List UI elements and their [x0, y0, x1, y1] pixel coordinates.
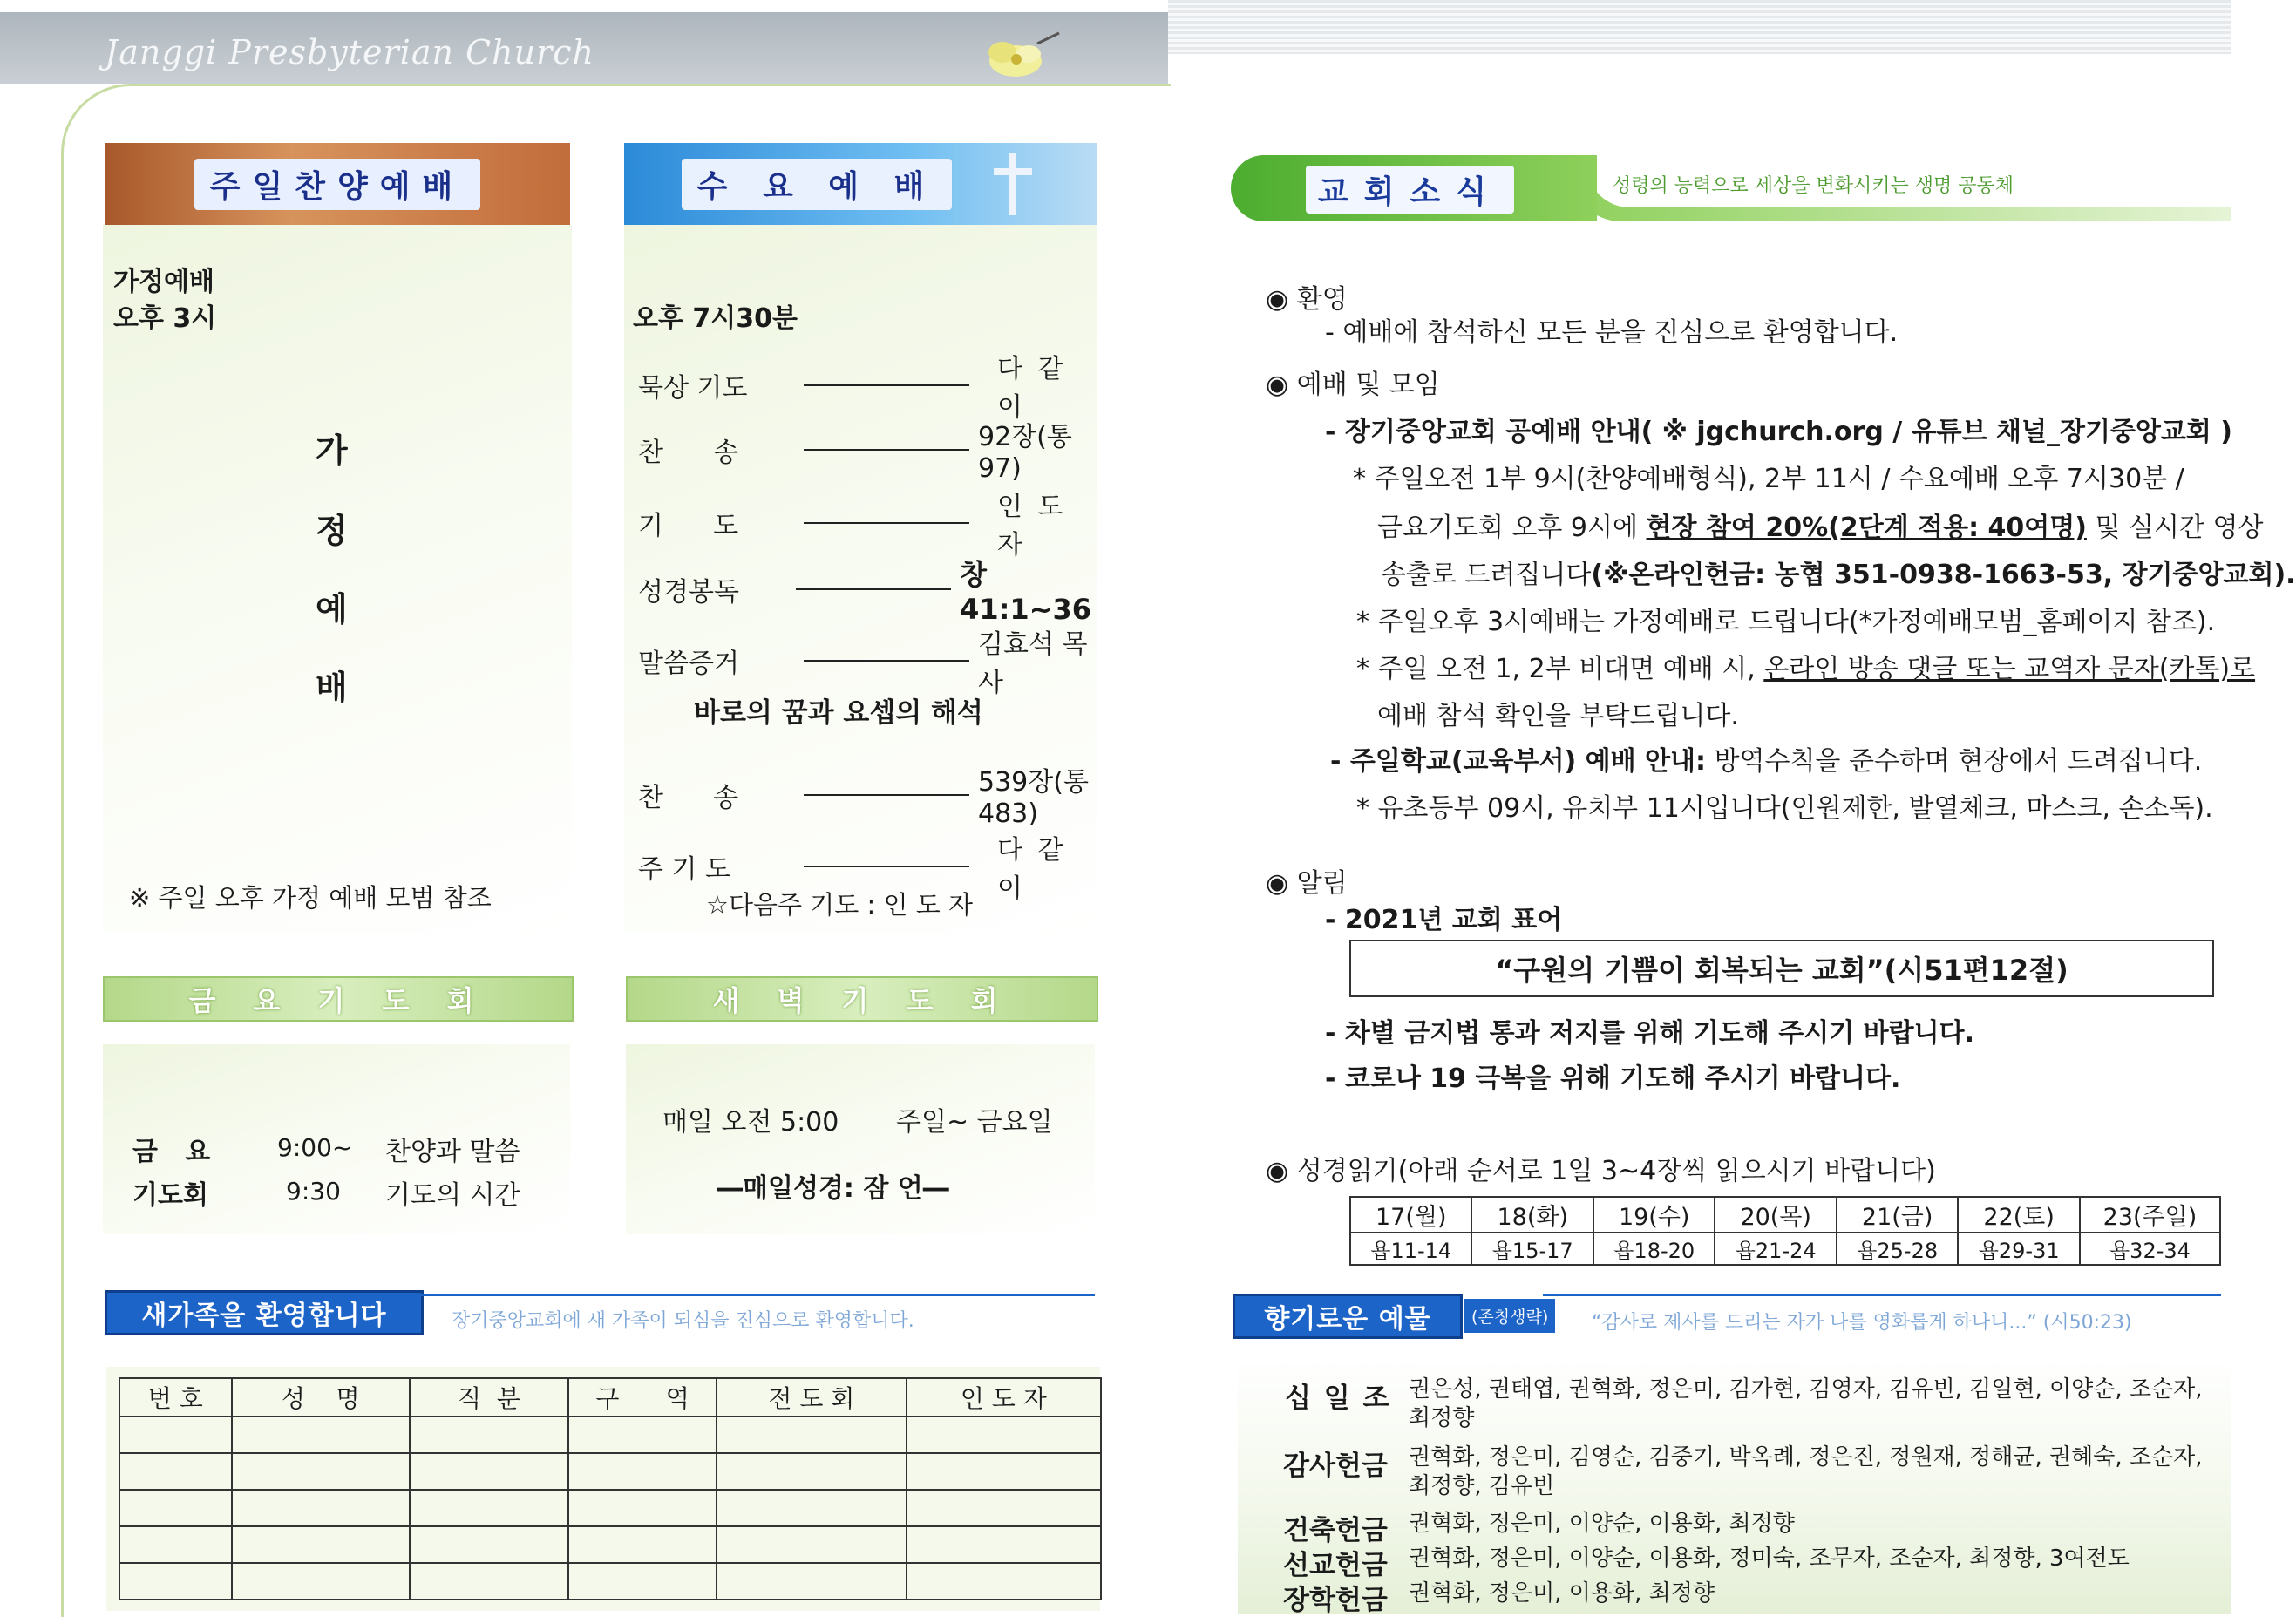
friday-desc-1: 찬양과 말씀	[385, 1137, 520, 1167]
order-label: 찬 송	[638, 437, 739, 468]
reading-passage: 욥15-17	[1471, 1233, 1593, 1265]
order-value: 인 도 자	[997, 492, 1067, 561]
prayer-request-2: - 코로나 19 극복을 위해 기도해 주시기 바랍니다.	[1325, 1063, 1901, 1094]
order-label: 말씀증거	[638, 649, 739, 679]
dawn-days: 주일~ 금요일	[896, 1107, 1053, 1138]
offering-label: 감사헌금	[1283, 1451, 1388, 1482]
order-label: 성경봉독	[638, 577, 739, 608]
new-family-table	[119, 1377, 1102, 1600]
order-label: 묵상 기도	[638, 373, 748, 404]
church-news-subtitle: 성령의 능력으로 세상을 변화시키는 생명 공동체	[1613, 175, 2014, 197]
offering-label: 십 일 조	[1285, 1383, 1391, 1414]
sunday-worship-banner	[105, 143, 570, 225]
flower-icon	[968, 26, 1063, 87]
meeting-line-2c: 및 실시간 영상	[2086, 513, 2264, 543]
daily-bible: ―매일성경: 잠 언―	[717, 1173, 949, 1204]
order-row	[638, 622, 1091, 699]
offering-label: 건축헌금	[1283, 1515, 1388, 1546]
offering-names-line: 권은성, 권태엽, 권혁화, 정은미, 김가현, 김영자, 김유빈, 김일현, 이양순, 조순자,	[1409, 1376, 2203, 1403]
friday-prayer-banner: 금 요 기 도 회	[103, 976, 574, 1022]
reading-heading: ◉ 성경읽기(아래 순서로 1일 3~4장씩 읽으시기 바랍니다)	[1266, 1156, 1936, 1186]
offering-names	[1409, 1376, 2228, 1433]
reading-passage: 욥18-20	[1593, 1233, 1715, 1265]
sunday-title-2: 오후 3시	[113, 303, 217, 334]
header-band-right	[1168, 0, 2231, 54]
reading-day: 22(토)	[1958, 1197, 2079, 1233]
wednesday-worship-banner	[624, 143, 1097, 225]
dawn-schedule: 매일 오전 5:00	[662, 1107, 839, 1138]
order-value: 다 같 이	[997, 835, 1067, 904]
order-label: 기 도	[638, 511, 739, 541]
welcome-heading: ◉ 환영	[1266, 284, 1348, 315]
offering-names: 권혁화, 정은미, 이용화, 최정향	[1409, 1580, 1715, 1607]
meeting-main: - 장기중앙교회 공예배 안내( ※ jgchurch.org / 유튜브 채널_장기중앙교회 )	[1325, 417, 2233, 447]
school-line-a: - 주일학교(교육부서) 예배 안내:	[1330, 746, 1706, 777]
reading-passage: 욥21-24	[1715, 1233, 1836, 1265]
friday-time-1: 9:00~	[277, 1133, 353, 1162]
dawn-card	[626, 1044, 1095, 1234]
reading-day: 20(목)	[1715, 1197, 1836, 1233]
order-row	[638, 760, 1091, 829]
meeting-line-2b: 현장 참여 20%(2단계 적용: 40여명)	[1646, 513, 2087, 543]
offering-names: 권혁화, 정은미, 이양순, 이용화, 최정향	[1409, 1511, 1795, 1537]
vertical-char: 예	[316, 590, 348, 628]
offering-label: 장학헌금	[1283, 1585, 1388, 1616]
blue-divider	[418, 1294, 1095, 1296]
table-header-row	[119, 1378, 1101, 1417]
friday-desc-2: 기도의 시간	[385, 1180, 520, 1211]
cross-icon	[987, 149, 1039, 219]
friday-name-2: 기도회	[132, 1180, 208, 1211]
reading-passage: 욥29-31	[1958, 1233, 2079, 1265]
offerings-title: 향기로운 예물	[1233, 1294, 1463, 1339]
meeting-line-2a: 금요기도회 오후 9시에	[1377, 513, 1647, 543]
reading-day: 17(월)	[1350, 1197, 1471, 1233]
offering-label: 선교헌금	[1283, 1550, 1388, 1581]
column-header: 구 역	[568, 1378, 717, 1417]
table-row	[119, 1453, 1101, 1490]
order-label: 찬 송	[638, 782, 739, 813]
vertical-char: 정	[316, 512, 348, 550]
order-value: 539장(통483)	[978, 767, 1089, 829]
meeting-heading: ◉ 예배 및 모임	[1266, 370, 1440, 400]
table-row	[119, 1490, 1101, 1526]
offerings-tag: (존칭생략)	[1464, 1299, 1555, 1333]
order-value: 다 같 이	[997, 354, 1067, 423]
meeting-line-2	[1377, 506, 2263, 544]
sunday-title-1: 가정예배	[113, 267, 214, 297]
offerings-divider	[1543, 1294, 2221, 1296]
offering-names	[1409, 1444, 2228, 1501]
order-row	[638, 347, 1091, 424]
order-value: 창41:1~36	[960, 558, 1091, 626]
meeting-line-3	[1381, 553, 2296, 591]
reading-day: 18(화)	[1471, 1197, 1593, 1233]
table-row	[119, 1563, 1101, 1600]
school-line	[1330, 739, 2202, 778]
reading-day: 19(수)	[1593, 1197, 1715, 1233]
next-prayer: ☆다음주 기도 : 인 도 자	[706, 890, 973, 920]
meeting-line-3b: (※온라인헌금: 농협 351-0938-1663-53, 장기중앙교회).	[1591, 560, 2296, 590]
wednesday-time: 오후 7시30분	[633, 303, 798, 334]
meeting-line-5	[1356, 647, 2255, 685]
offerings-verse: “감사로 제사를 드리는 자가 나를 영화롭게 하나니...” (시50:23)	[1592, 1312, 2132, 1334]
notice-heading: ◉ 알림	[1266, 868, 1348, 899]
church-name: Janggi Presbyterian Church	[105, 33, 594, 71]
reading-passage: 욥25-28	[1837, 1233, 1958, 1265]
welcome-text: - 예배에 참석하신 모든 분을 진심으로 환영합니다.	[1325, 317, 1899, 348]
order-value: 김효석 목사	[978, 629, 1088, 698]
friday-name-1: 금 요	[132, 1137, 211, 1167]
school-line-b: 방역수칙을 준수하며 현장에서 드려집니다.	[1705, 746, 2203, 777]
meeting-line-5b: 온라인 방송 댓글 또는 교역자 문자(카톡)로	[1763, 654, 2256, 684]
reading-day: 21(금)	[1837, 1197, 1958, 1233]
sunday-note: ※ 주일 오후 가정 예배 모범 참조	[129, 883, 492, 913]
offering-names-line: 권혁화, 정은미, 김영순, 김중기, 박옥례, 정은진, 정원재, 정해균, 권혜숙, 조순자,	[1409, 1444, 2203, 1471]
motto-box: “구원의 기쁨이 회복되는 교회”(시51편12절)	[1349, 940, 2214, 997]
meeting-line-6: 예배 참석 확인을 부탁드립니다.	[1377, 701, 1739, 731]
wednesday-banner-label: 수 요 예 배	[682, 159, 953, 210]
order-row	[638, 485, 1091, 561]
school-line-2: * 유초등부 09시, 유치부 11시입니다(인원제한, 발열체크, 마스크, 손소독).	[1356, 793, 2213, 824]
order-row	[638, 553, 1091, 626]
bible-reading-table	[1349, 1196, 2221, 1266]
meeting-line-1: * 주일오전 1부 9시(찬양예배형식), 2부 11시 / 수요예배 오후 7시30분 /	[1353, 464, 2184, 494]
sunday-banner-label: 주일찬양예배	[194, 159, 481, 210]
order-value: 92장(통97)	[978, 422, 1072, 484]
reading-days-row	[1350, 1197, 2220, 1233]
prayer-request-1: - 차별 금지법 통과 저지를 위해 기도해 주시기 바랍니다.	[1325, 1018, 1974, 1049]
friday-time-2: 9:30	[286, 1177, 341, 1206]
order-label: 주 기 도	[638, 854, 731, 885]
offering-names: 권혁화, 정은미, 이양순, 이용화, 정미숙, 조무자, 조순자, 최정향, 3여전도	[1409, 1546, 2130, 1572]
reading-passage: 욥32-34	[2080, 1233, 2220, 1265]
reading-passages-row	[1350, 1233, 2220, 1265]
table-row	[119, 1526, 1101, 1563]
church-news-banner	[1231, 155, 1597, 221]
vertical-char: 가	[316, 431, 348, 470]
column-header: 전 도 회	[717, 1378, 907, 1417]
order-row	[638, 415, 1091, 484]
church-news-title: 교회소식	[1306, 166, 1514, 214]
reading-passage: 욥11-14	[1350, 1233, 1471, 1265]
column-header: 직 분	[410, 1378, 568, 1417]
reading-day: 23(주일)	[2080, 1197, 2220, 1233]
meeting-line-3a: 송출로 드려집니다	[1381, 560, 1592, 590]
dawn-prayer-banner: 새 벽 기 도 회	[626, 976, 1098, 1022]
offering-names-line: 최정향	[1409, 1405, 1475, 1431]
meeting-line-4: * 주일오후 3시예배는 가정예배로 드립니다(*가정예배모범_홈페이지 참조).	[1356, 607, 2216, 637]
vertical-char: 배	[316, 669, 348, 707]
sermon-title: 바로의 꿈과 요셉의 해석	[694, 697, 983, 729]
motto-label: - 2021년 교회 표어	[1325, 905, 1563, 935]
offering-names-line: 최정향, 김유빈	[1409, 1473, 1555, 1499]
new-family-subtitle: 장기중앙교회에 새 가족이 되심을 진심으로 환영합니다.	[452, 1310, 914, 1332]
new-family-title: 새가족을 환영합니다	[105, 1290, 424, 1335]
meeting-line-5a: * 주일 오전 1, 2부 비대면 예배 시,	[1356, 654, 1764, 684]
column-header: 성 명	[232, 1378, 410, 1417]
column-header: 번 호	[119, 1378, 232, 1417]
table-row	[119, 1417, 1101, 1453]
column-header: 인 도 자	[907, 1378, 1101, 1417]
